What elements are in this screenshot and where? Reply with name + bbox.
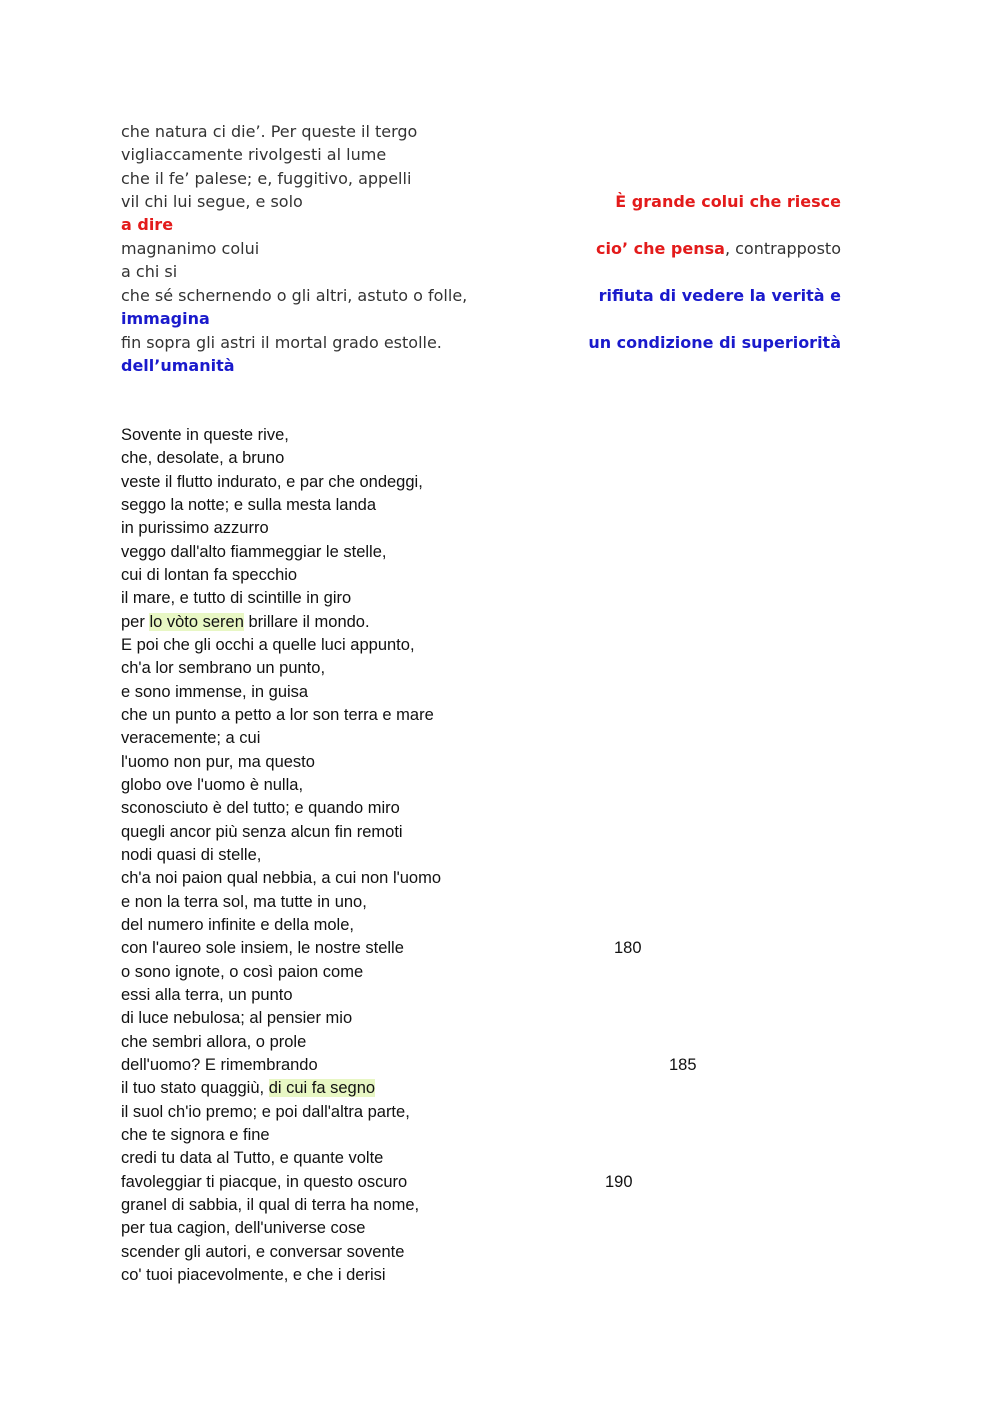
line-number: 185 [669,1056,697,1074]
highlighted-text: lo vòto seren [149,613,244,631]
poem-text: brillare il mondo. [243,613,370,631]
poem-line: veracemente; a cui [121,729,261,747]
note-text: a dire [121,215,174,234]
verse-line: a chi si [121,262,178,281]
verse-text: magnanimo colui [121,239,260,258]
poem-line: o sono ignote, o così paion come [121,963,364,981]
poem-line: quegli ancor più senza alcun fin remoti [121,823,403,841]
poem-line: cui di lontan fa specchio [121,566,298,584]
poem-line: e sono immense, in guisa [121,683,309,701]
note-bold: cio’ che pensa [596,239,725,258]
highlighted-text: di cui fa segno [268,1079,376,1097]
line-number: 190 [605,1173,633,1191]
note-text: rifiuta di vedere la verità e [598,286,841,305]
poem-line: di luce nebulosa; al pensier mio [121,1009,353,1027]
poem-line: globo ove l'uomo è nulla, [121,776,304,794]
poem-line: del numero infinite e della mole, [121,916,354,934]
poem-text: per [121,613,150,631]
note-rest: , contrapposto [724,239,841,258]
note-text: immagina [121,309,210,328]
poem-line: ch'a noi paion qual nebbia, a cui non l'uomo [121,869,442,887]
poem-line: Sovente in queste rive, [121,426,289,444]
verse-line: che il fe’ palese; e, fuggitivo, appelli [121,169,412,188]
verse-text: fin sopra gli astri il mortal grado estolle. [121,333,442,352]
poem-line: nodi quasi di stelle, [121,846,262,864]
poem-line [121,1077,375,1100]
line-number: 180 [614,939,642,957]
poem-line: veggo dall'alto fiammeggiar le stelle, [121,543,387,561]
poem-line: il suol ch'io premo; e poi dall'altra parte, [121,1103,410,1121]
poem-line: favoleggiar ti piacque, in questo oscuro [121,1173,408,1191]
poem-line: co' tuoi piacevolmente, e che i derisi [121,1266,386,1284]
poem-line: veste il flutto indurato, e par che ondeggi, [121,473,423,491]
poem-line: l'uomo non pur, ma questo [121,753,315,771]
note-text: dell’umanità [121,356,235,375]
verse-line: vigliaccamente rivolgesti al lume [121,145,387,164]
poem-line: il mare, e tutto di scintille in giro [121,589,352,607]
poem-line: ch'a lor sembrano un punto, [121,659,326,677]
poem-line: con l'aureo sole insiem, le nostre stelle [121,939,404,957]
poem-line: sconosciuto è del tutto; e quando miro [121,799,400,817]
poem-line: e non la terra sol, ma tutte in uno, [121,893,367,911]
poem-line: che, desolate, a bruno [121,449,285,467]
poem-line: scender gli autori, e conversar sovente [121,1243,405,1261]
note-text: un condizione di superiorità [588,333,841,352]
poem-line: essi alla terra, un punto [121,986,293,1004]
poem-line: che sembri allora, o prole [121,1033,307,1051]
poem-line: dell'uomo? E rimembrando [121,1056,318,1074]
poem-line [121,611,370,634]
poem-line: che un punto a petto a lor son terra e mare [121,706,434,724]
poem-line: E poi che gli occhi a quelle luci appunto, [121,636,415,654]
poem-line: credi tu data al Tutto, e quante volte [121,1149,384,1167]
poem-line: che te signora e fine [121,1126,270,1144]
note-text [596,237,841,260]
verse-text: che sé schernendo o gli altri, astuto o folle, [121,286,468,305]
verse-text: vil chi lui segue, e solo [121,192,303,211]
verse-line: che natura ci die’. Per queste il tergo [121,122,418,141]
poem-line: per tua cagion, dell'universe cose [121,1219,366,1237]
poem-line: seggo la notte; e sulla mesta landa [121,496,377,514]
note-text: È grande colui che riesce [615,192,841,211]
poem-text: il tuo stato quaggiù, [121,1079,269,1097]
poem-line: in purissimo azzurro [121,519,269,537]
poem-line: granel di sabbia, il qual di terra ha nome, [121,1196,420,1214]
